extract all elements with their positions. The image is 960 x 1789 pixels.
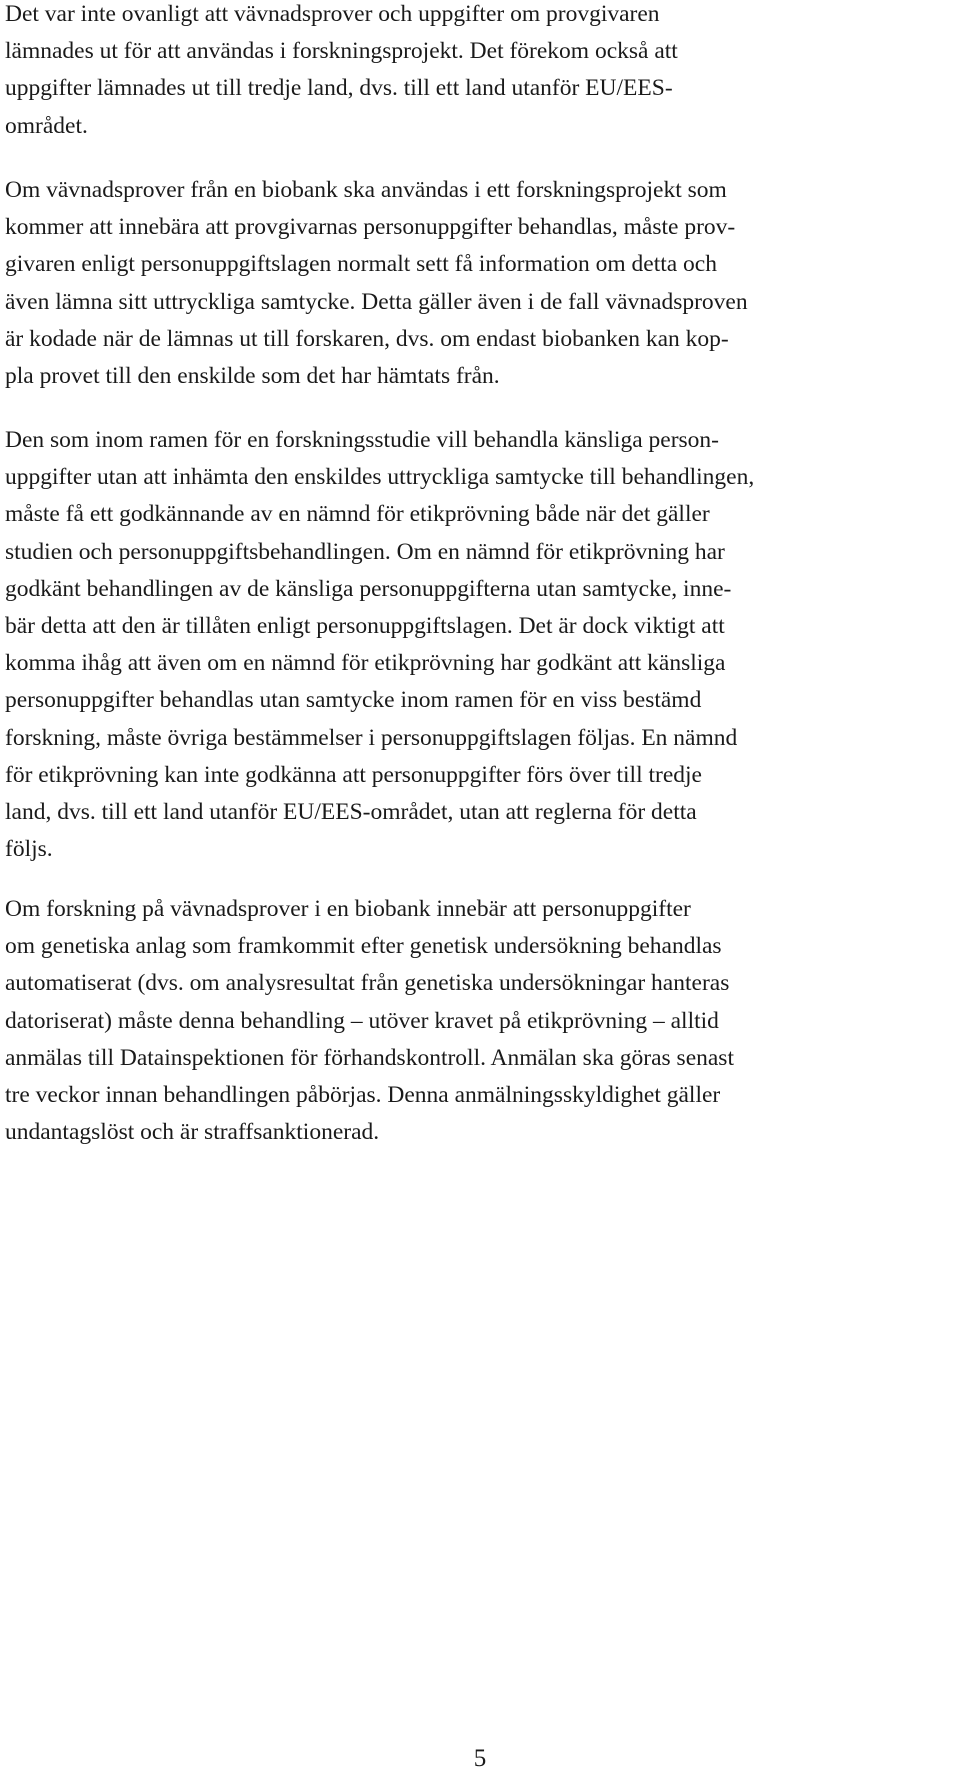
text-line: land, dvs. till ett land utanför EU/EES-området, utan att reglerna för detta: [5, 799, 697, 826]
text-line: måste få ett godkännande av en nämnd för etikprövning både när det gäller: [5, 501, 710, 528]
text-line: även lämna sitt uttryckliga samtycke. Detta gäller även i de fall vävnadsproven: [5, 288, 748, 315]
text-line: lämnades ut för att användas i forskningsprojekt. Det förekom också att: [5, 38, 678, 65]
text-line: området.: [5, 112, 88, 139]
paragraph-ethics-approval: [5, 422, 953, 868]
text-line: studien och personuppgiftsbehandlingen. Om en nämnd för etikprövning har: [5, 538, 725, 565]
text-line: undantagslöst och är straffsanktionerad.: [5, 1119, 380, 1146]
text-line: tre veckor innan behandlingen påbörjas. Denna anmälningsskyldighet gäller: [5, 1082, 721, 1109]
text-line: anmälas till Datainspektionen för förhandskontroll. Anmälan ska göras senast: [5, 1044, 734, 1071]
text-line: bär detta att den är tillåten enligt personuppgiftslagen. Det är dock viktigt att: [5, 613, 725, 640]
text-line: givaren enligt personuppgiftslagen normalt sett få information om detta och: [5, 251, 717, 278]
text-line: pla provet till den enskilde som det har hämtats från.: [5, 363, 500, 390]
paragraph-tissue-samples-disclosure: [5, 0, 953, 145]
text-line: Det var inte ovanligt att vävnadsprover och uppgifter om provgivaren: [5, 1, 660, 27]
text-line: Den som inom ramen för en forskningsstudie vill behandla känsliga person-: [5, 427, 719, 453]
text-line: datoriserat) måste denna behandling – utöver kravet på etikprövning – alltid: [5, 1007, 719, 1034]
text-line: uppgifter utan att inhämta den enskildes uttryckliga samtycke till behandlingen,: [5, 464, 755, 491]
text-line: personuppgifter behandlas utan samtycke inom ramen för en viss bestämd: [5, 687, 702, 714]
text-line: för etikprövning kan inte godkänna att personuppgifter förs över till tredje: [5, 761, 702, 788]
page-number: 5: [473, 1745, 487, 1772]
text-line: Om vävnadsprover från en biobank ska användas i ett forskningsprojekt som: [5, 177, 727, 203]
paragraph-genetic-data-notification: [5, 891, 953, 1151]
text-line: är kodade när de lämnas ut till forskaren, dvs. om endast biobanken kan kop-: [5, 325, 729, 352]
text-line: uppgifter lämnades ut till tredje land, dvs. till ett land utanför EU/EES-: [5, 75, 673, 102]
text-line: godkänt behandlingen av de känsliga personuppgifterna utan samtycke, inne-: [5, 575, 732, 602]
text-line: komma ihåg att även om en nämnd för etikprövning har godkänt att känsliga: [5, 650, 726, 677]
text-line: om genetiska anlag som framkommit efter genetisk undersökning behandlas: [5, 933, 722, 960]
text-line: Om forskning på vävnadsprover i en biobank innebär att personuppgifter: [5, 896, 691, 922]
text-line: automatiserat (dvs. om analysresultat från genetiska undersökningar hanteras: [5, 970, 730, 997]
text-line: kommer att innebära att provgivarnas personuppgifter behandlas, måste prov-: [5, 214, 736, 241]
text-line: forskning, måste övriga bestämmelser i personuppgiftslagen följas. En nämnd: [5, 724, 738, 751]
paragraph-consent-requirement: [5, 172, 953, 395]
text-line: följs.: [5, 836, 53, 863]
